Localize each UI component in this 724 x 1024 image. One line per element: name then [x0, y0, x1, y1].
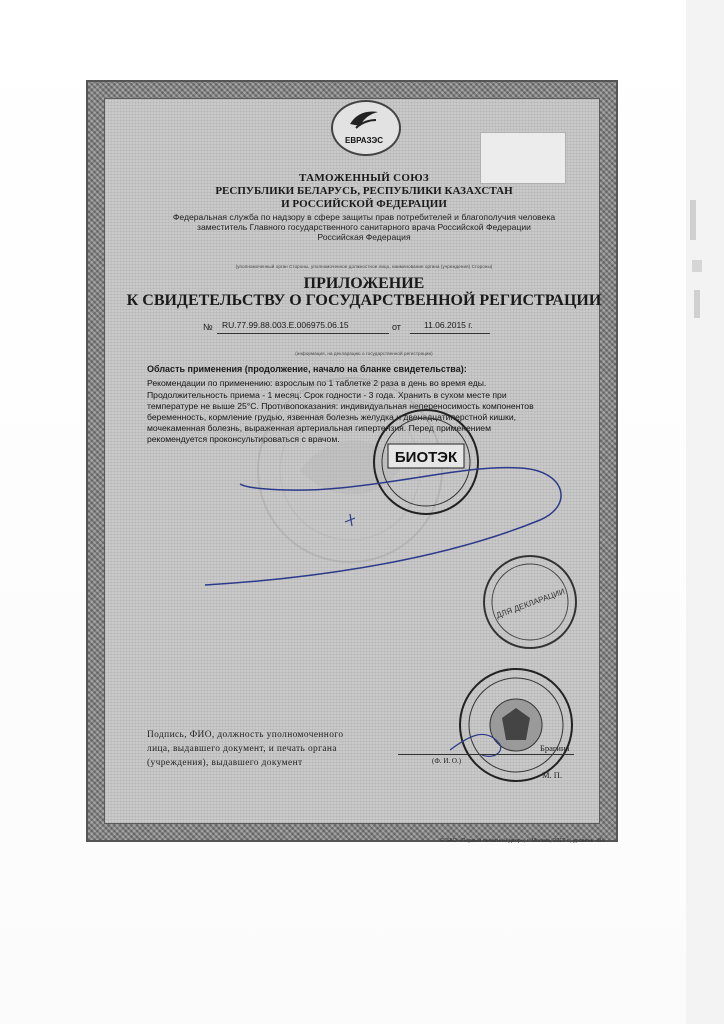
- area-of-use-heading: Область применения (продолжение, начало на бланке свидетельства):: [147, 364, 467, 374]
- fio-label: (Ф. И. О.): [432, 757, 462, 765]
- content-line: мочекаменная болезнь, выраженная артериальная гипертензия. Перед применением: [147, 423, 491, 433]
- content-line: Продолжительность приема - 1 месяц. Срок годности - 3 года. Хранить в сухом месте при: [147, 390, 507, 400]
- scan-edge-marks: [686, 200, 710, 320]
- official-round-seal: [460, 669, 572, 781]
- signature-rule: [398, 754, 574, 755]
- emblem-label: ЕВРАЗЭС: [344, 136, 383, 145]
- signature-caption-2: лица, выдавшего документ, и печать органа: [147, 744, 337, 754]
- authority-caption: (уполномоченный орган Стороны, уполномоченное должностное лицо, наименование органа (учреждения) Стороны): [235, 264, 493, 269]
- watermark-emblem: [258, 378, 442, 562]
- header-line-1: ТАМОЖЕННЫЙ СОЮЗ: [298, 172, 430, 184]
- seal-place-label: М. П.: [542, 770, 563, 780]
- signature-caption-1: Подпись, ФИО, должность уполномоченного: [147, 730, 344, 740]
- content-line: температуре не выше 25°С. Противопоказания: индивидуальная непереносимость компонентов: [147, 401, 534, 411]
- issuer-line-2: заместитель Главного государственного санитарного врача Российской Федерации: [197, 222, 531, 232]
- registration-caption: (информация, на декларацию о государственной регистрации): [295, 351, 433, 356]
- issuer-line-1: Федеральная служба по надзору в сфере защиты прав потребителей и благополучия человека: [172, 212, 556, 222]
- date-label: от: [392, 322, 401, 332]
- document-title: ПРИЛОЖЕНИЕ: [303, 275, 425, 292]
- content-line: беременность, кормление грудью, язвенная болезнь желудка и двенадцатиперстной кишки,: [147, 412, 517, 422]
- content-line: рекомендуется проконсультироваться с врачом.: [147, 434, 340, 444]
- registration-number: RU.77.99.88.003.E.006975.06.15: [222, 320, 349, 330]
- biotek-stamp: [374, 410, 478, 514]
- signature-caption-3: (учреждения), выдавшего документ: [147, 758, 303, 768]
- declaration-stamp-label: ДЛЯ ДЕКЛАРАЦИИ: [495, 586, 566, 620]
- printer-footer: © ЗАО «Первый печатный двор», г. Москва, 2015 г., уровень «В»: [440, 838, 605, 844]
- declaration-stamp: [484, 556, 576, 648]
- number-label: №: [203, 322, 213, 332]
- document-subtitle: К СВИДЕТЕЛЬСТВУ О ГОСУДАРСТВЕННОЙ РЕГИСТРАЦИИ: [126, 292, 602, 309]
- registration-date: 11.06.2015 г.: [424, 320, 473, 330]
- content-line: Рекомендации по применению: взрослым по 1 таблетке 2 раза в день во время еды.: [147, 378, 487, 388]
- header-line-3: И РОССИЙСКОЙ ФЕДЕРАЦИИ: [281, 198, 447, 210]
- issuer-line-3: Российская Федерация: [317, 232, 411, 242]
- biotek-stamp-label: БИОТЭК: [394, 449, 458, 466]
- header-line-2: РЕСПУБЛИКИ БЕЛАРУСЬ, РЕСПУБЛИКИ КАЗАХСТАН: [215, 185, 513, 197]
- signer-name: Брагина: [540, 743, 570, 753]
